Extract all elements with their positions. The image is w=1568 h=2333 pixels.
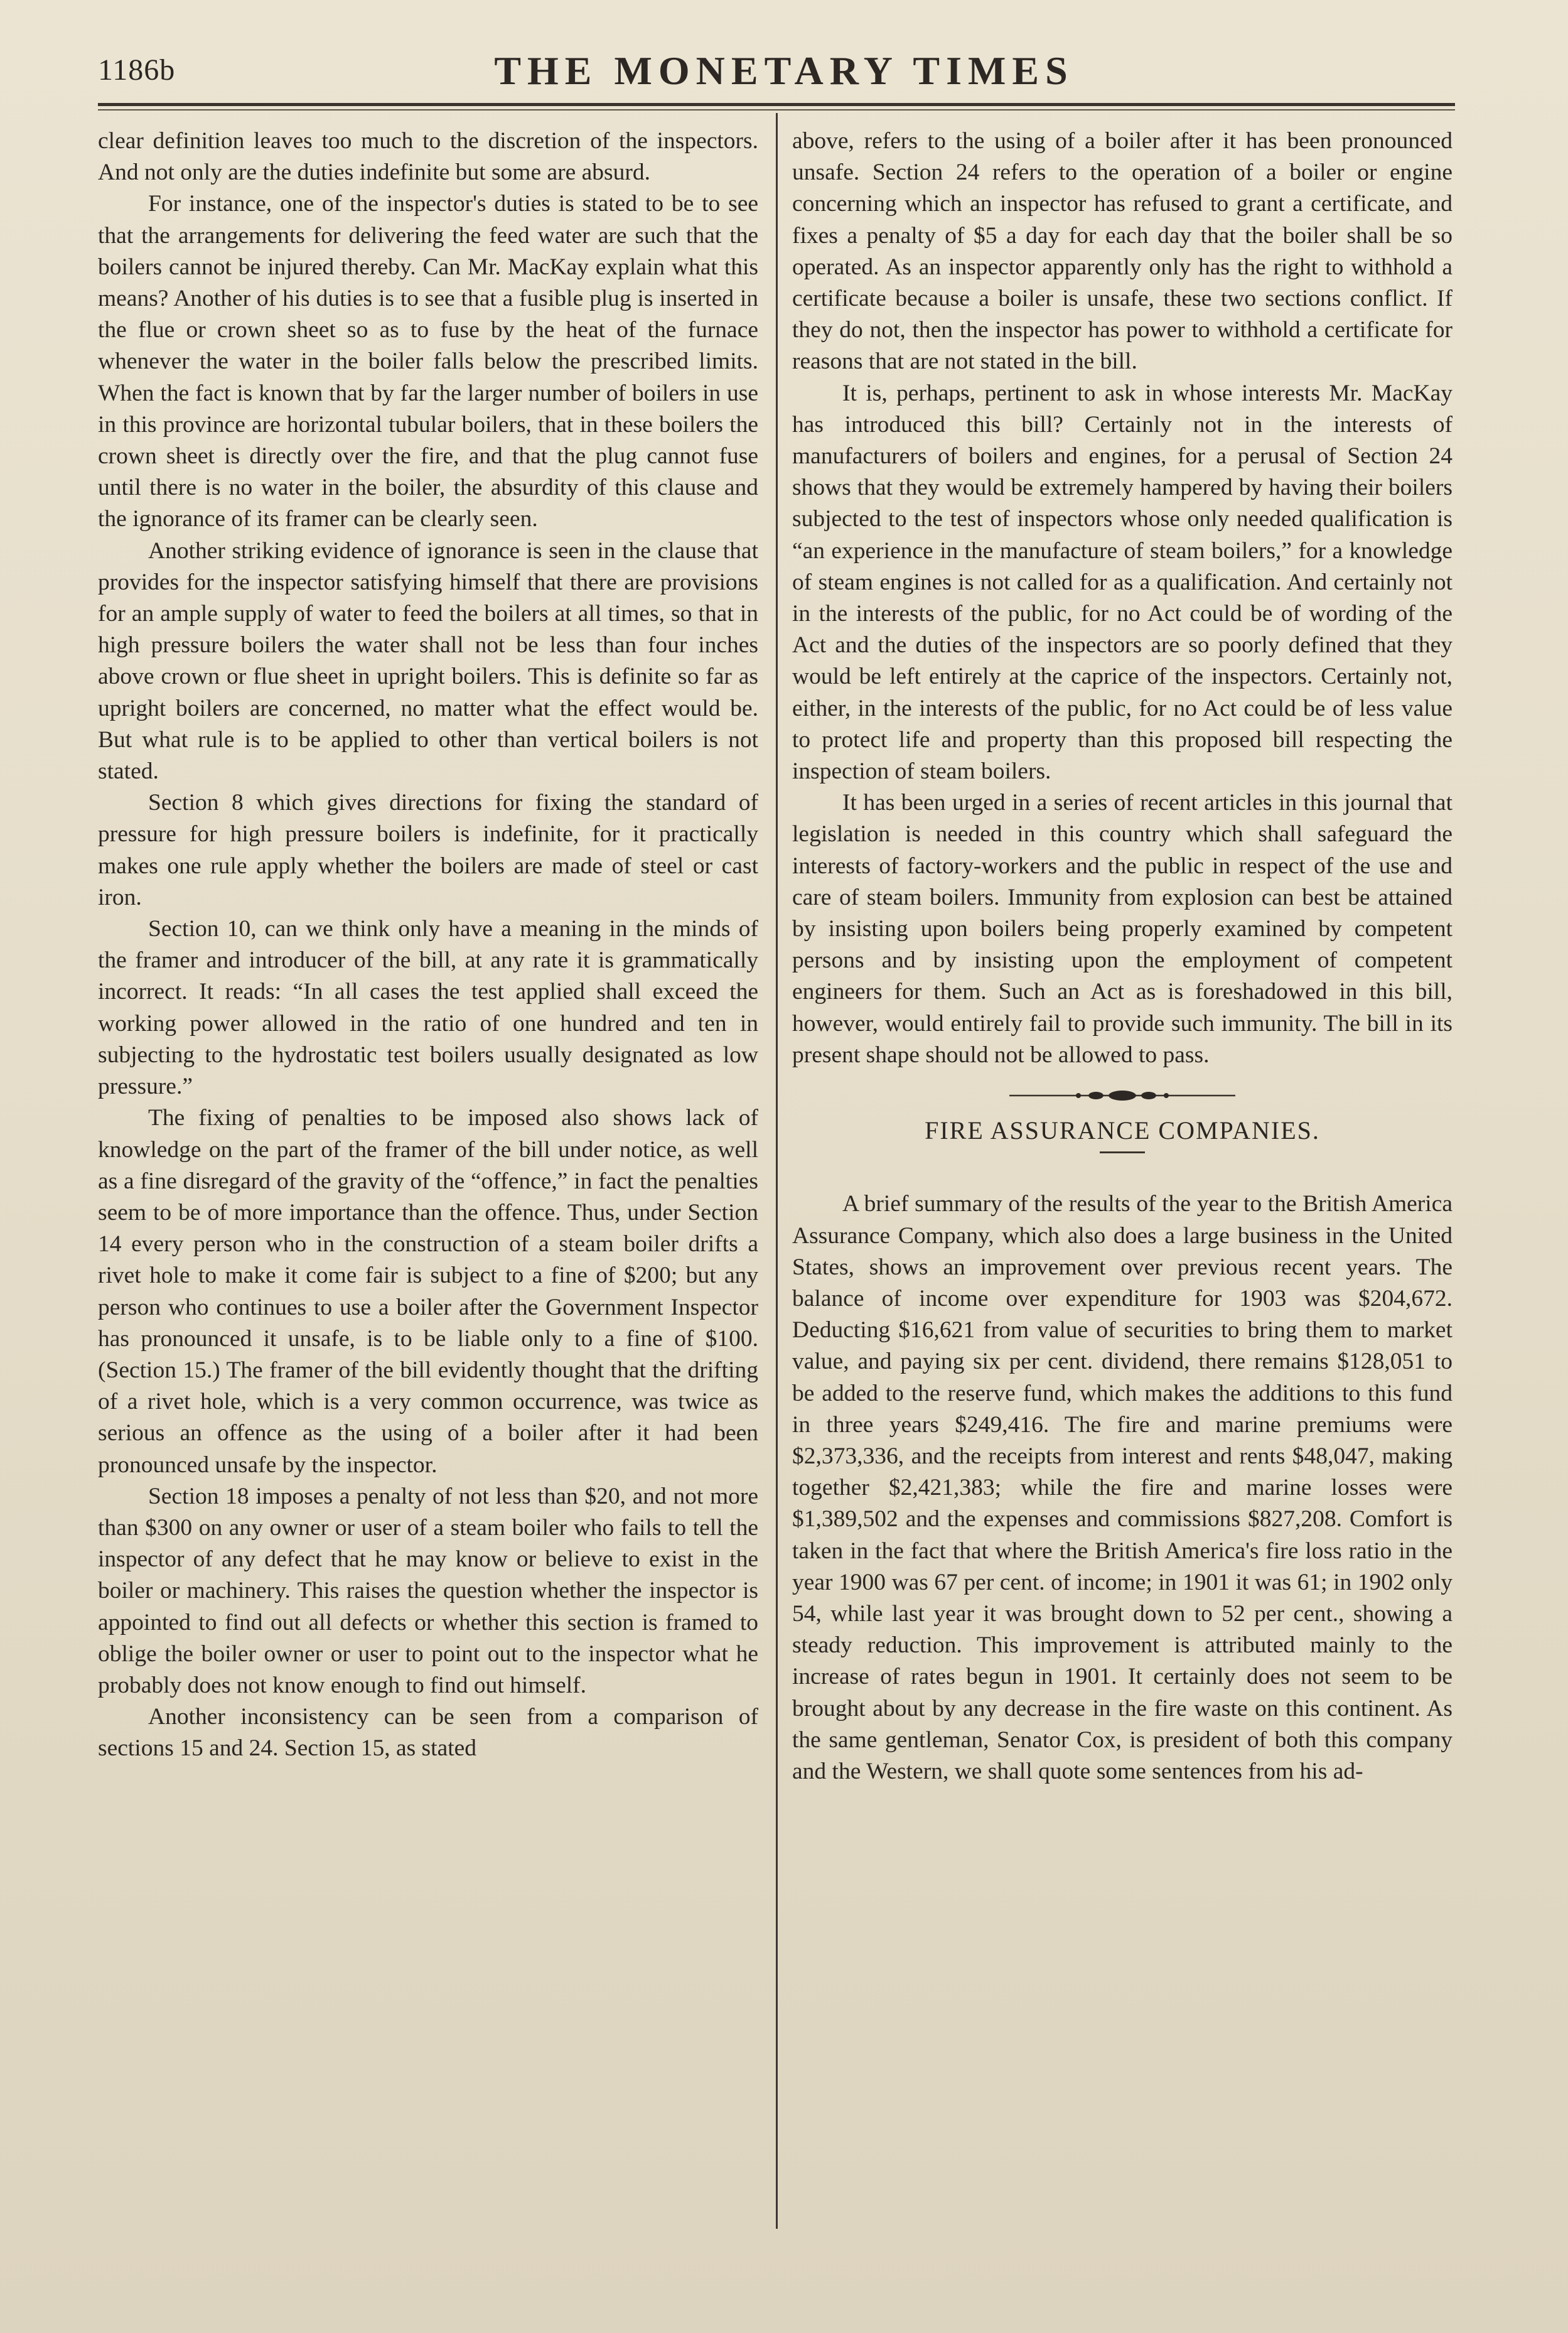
- paragraph: Another striking evidence of ignorance is seen in the clause that provides for the inspector satisfying himself that there are provisions for an ample supply of water to feed the boilers at all times, so that in high pressure boilers the water shall not be less than four inches above crown or flue sheet in upright boilers. This is definite so far as upright boilers are concerned, no matter what the effect would be. But what rule is to be applied to other than vertical boilers is not stated.: [98, 537, 758, 785]
- section-ornament: [1009, 1087, 1235, 1104]
- section-heading: FIRE ASSURANCE COMPANIES.: [925, 1116, 1320, 1145]
- paragraph: Another inconsistency can be seen from a comparison of sections 15 and 24. Section 15, as stated: [98, 1704, 758, 1762]
- heading-rule: [1100, 1151, 1145, 1153]
- paragraph: Section 8 which gives directions for fixing the standard of pressure for high pressure boilers is indefinite, for it practically makes one rule apply whether the boilers are made of steel or cast iron.: [98, 790, 758, 910]
- right-column: [792, 126, 1453, 2235]
- header-rule-thin: [98, 109, 1455, 110]
- paragraph: clear definition leaves too much to the discretion of the inspectors. And not only are the duties indefinite but some are absurd.: [98, 128, 758, 186]
- page-number: 1186b: [98, 53, 176, 87]
- paragraph: The fixing of penalties to be imposed also shows lack of knowledge on the part of the framer of the bill under notice, as well as a fine disregard of the gravity of the “offence,” in fact the penalties seem to be of more importance than the offence. Thus, under Section 14 every person who in the construction of a steam boiler drifts a rivet hole to make it come fair is subject to a fine of $200; but any person who continues to use a boiler after the Government Inspector has pronounced it unsafe, is to be liable only to a fine of $100. (Section 15.) The framer of the bill evidently thought that the drifting of a rivet hole, which is a very common occurrence, was twice as serious an offence as the using of a boiler after it had been pronounced unsafe by the inspector.: [98, 1105, 758, 1478]
- column-divider: [776, 113, 778, 2229]
- paragraph: Section 18 imposes a penalty of not less than $20, and not more than $300 on any owner or user of a steam boiler who fails to tell the inspector of any defect that he may know or believe to exist in the boiler or machinery. This raises the question whether the inspector is appointed to find out all defects or whether this section is framed to oblige the boiler owner or user to point out to the inspector what he probably does not know enough to find out himself.: [98, 1483, 758, 1698]
- left-column: [98, 126, 758, 2235]
- paragraph: For instance, one of the inspector's duties is stated to be to see that the arrangements for delivering the feed water are such that the boilers cannot be injured thereby. Can Mr. MacKay explain what this means? Another of his duties is to see that a fusible plug is inserted in the flue or crown sheet so as to fuse by the heat of the furnace whenever the water in the boiler falls below the prescribed limits. When the fact is known that by far the larger number of boilers in use in this province are horizontal tubular boilers, that in these boilers the crown sheet is directly over the fire, and that the plug cannot fuse until there is no water in the boiler, the absurdity of this clause and the ignorance of its framer can be clearly seen.: [98, 191, 758, 532]
- paragraph: It has been urged in a series of recent articles in this journal that legislation is needed in this country which shall safeguard the interests of factory-workers and the public in respect of the use and care of steam boilers. Immunity from explosion can best be attained by insisting upon boilers being properly examined by competent persons and by insisting upon the employment of competent engineers for them. Such an Act as is foreshadowed in this bill, however, would entirely fail to provide such immunity. The bill in its present shape should not be allowed to pass.: [792, 790, 1453, 1068]
- paragraph: above, refers to the using of a boiler after it has been pronounced unsafe. Section 24 refers to the operation of a boiler or engine concerning which an inspector has refused to grant a certificate, and fixes a penalty of $5 a day for each day that the boiler shall be so operated. As an inspector apparently only has the right to withhold a certificate because a boiler is unsafe, these two sections conflict. If they do not, then the inspector has power to withhold a certificate for reasons that are not stated in the bill.: [792, 128, 1453, 375]
- paragraph: A brief summary of the results of the year to the British America Assurance Company, which also does a large business in the United States, shows an improvement over previous recent years. The balance of income over expenditure for 1903 was $204,672. Deducting $16,621 from value of securities to bring them to market value, and paying six per cent. dividend, there remains $128,051 to be added to the reserve fund, which makes the additions to this fund in three years $249,416. The fire and marine premiums were $2,373,336, and the receipts from interest and rents $48,047, making together $2,421,383; while the fire and marine losses were $1,389,502 and the expenses and commissions $827,208. Comfort is taken in the fact that where the British America's fire loss ratio in the year 1900 was 67 per cent. of income; in 1901 it was 61; in 1902 only 54, while last year it was brought down to 52 per cent., showing a steady reduction. This improvement is attributed mainly to the increase of rates begun in 1901. It certainly does not seem to be brought about by any decrease in the fire waste on this continent. As the same gentleman, Senator Cox, is president of both this company and the Western, we shall quote some sentences from his ad-: [792, 1191, 1453, 1784]
- header-rule: [98, 103, 1455, 106]
- paragraph: Section 10, can we think only have a meaning in the minds of the framer and introducer of the bill, at any rate it is grammatically incorrect. It reads: “In all cases the test applied shall exceed the working power allowed in the ratio of one hundred and ten in subjecting to the hydrostatic test boilers usually designated as low pressure.”: [98, 916, 758, 1100]
- masthead: THE MONETARY TIMES: [494, 48, 1074, 93]
- paragraph: It is, perhaps, pertinent to ask in whose interests Mr. MacKay has introduced this bill? Certainly not in the interests of manufacturers of boilers and engines, for a perusal of Section 24 shows that they would be extremely hampered by having their boilers subjected to the test of inspectors whose only needed qualification is “an experience in the manufacture of steam boilers,” for a knowledge of steam engines is not called for as a qualification. And certainly not in the interests of the public, for no Act could be of wording of the Act and the duties of the inspectors are so poorly defined that they would be left entirely at the caprice of the inspectors. Certainly not, either, in the interests of the public, for no Act could be of less value to protect life and property than this proposed bill respecting the inspection of steam boilers.: [792, 380, 1453, 785]
